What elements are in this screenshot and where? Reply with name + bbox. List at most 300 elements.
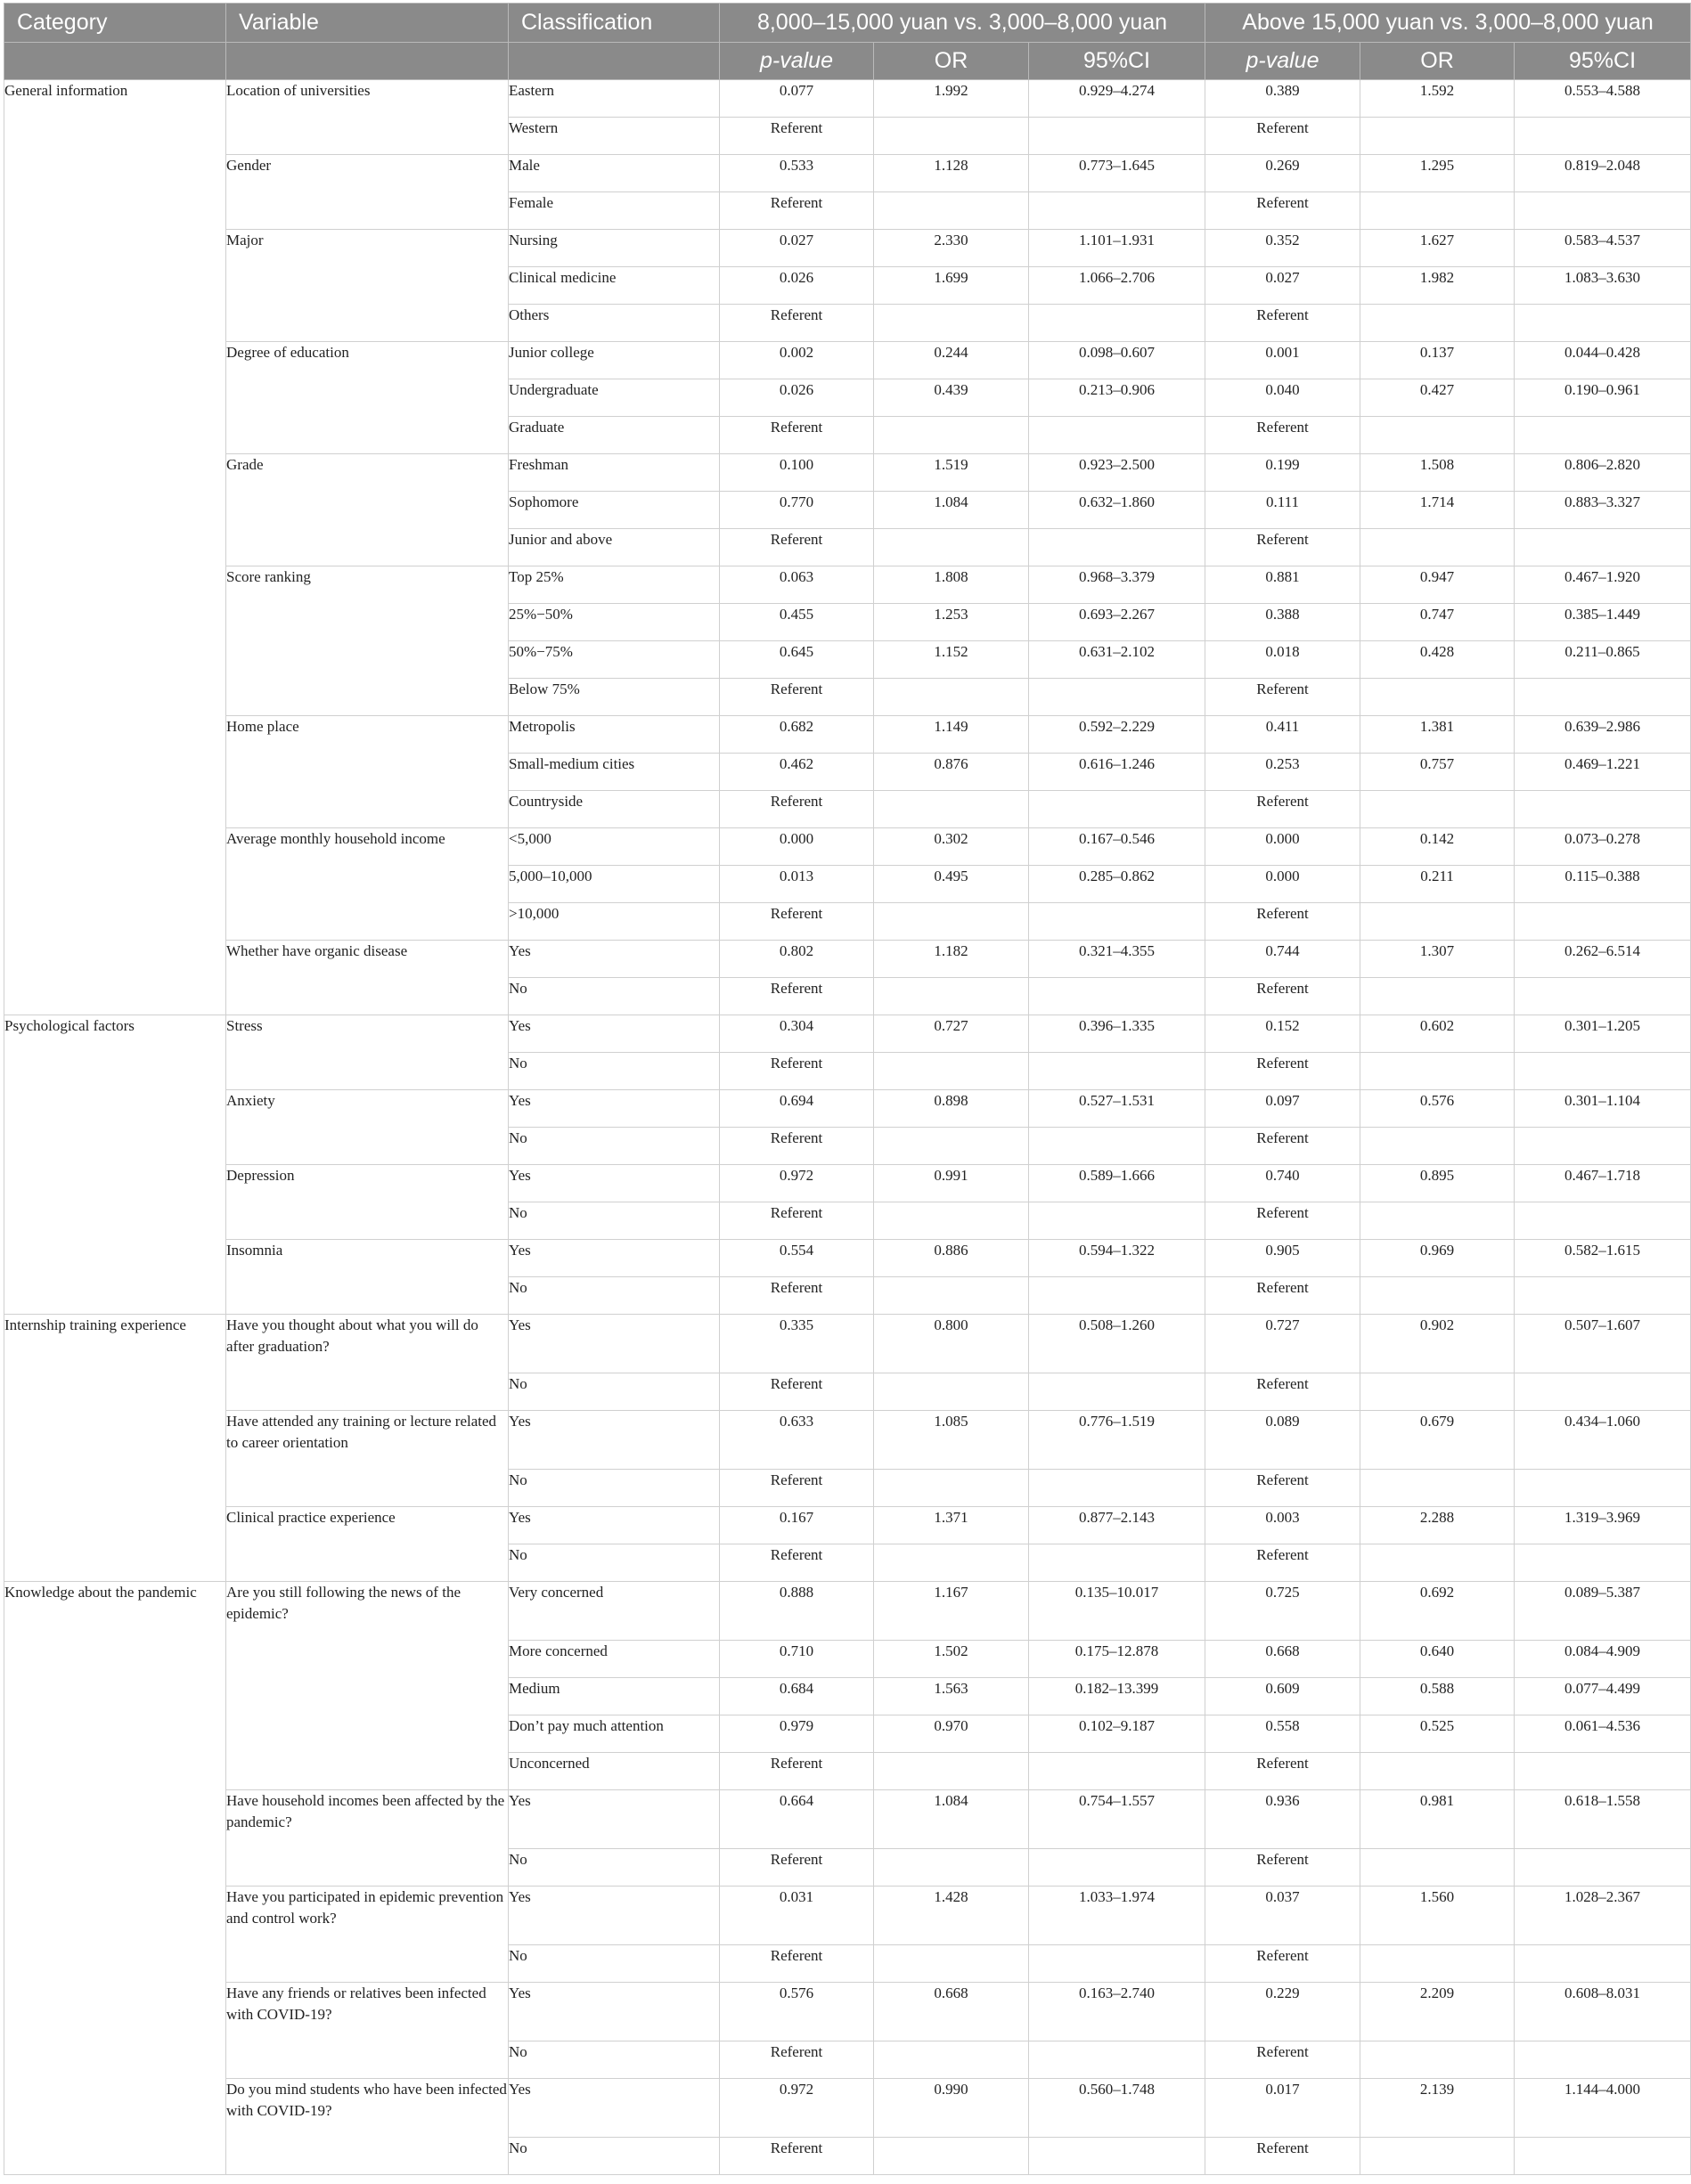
or-cell [874,1277,1029,1315]
or-cell: 1.182 [874,941,1029,978]
or-cell: 1.295 [1360,155,1515,192]
or-cell: 1.519 [874,454,1029,492]
p-value-cell: 0.554 [720,1240,874,1277]
p-value-cell: Referent [1205,978,1360,1015]
or-cell: 1.084 [874,492,1029,529]
p-value-cell: 0.694 [720,1090,874,1128]
ci-cell [1029,1945,1205,1983]
classification-cell: Below 75% [509,679,720,716]
ci-cell [1515,679,1691,716]
ci-cell [1515,529,1691,566]
p-value-cell: 0.037 [1205,1887,1360,1945]
p-value-cell: Referent [720,305,874,342]
ci-cell: 1.101–1.931 [1029,230,1205,267]
classification-cell: No [509,978,720,1015]
ci-cell [1515,305,1691,342]
p-value-cell: Referent [720,1945,874,1983]
classification-cell: Yes [509,1315,720,1373]
p-value-cell: Referent [720,118,874,155]
ci-cell: 0.102–9.187 [1029,1715,1205,1753]
table-row [4,2079,1691,2138]
or-cell: 2.139 [1360,2079,1515,2138]
or-cell [874,978,1029,1015]
p-value-cell: Referent [1205,2138,1360,2175]
classification-cell: Undergraduate [509,379,720,417]
ci-cell: 0.806–2.820 [1515,454,1691,492]
header-classification: Classification [509,4,720,43]
variable-cell: Have household incomes been affected by the pandemic? [226,1790,509,1887]
ci-cell [1515,1945,1691,1983]
ci-cell: 0.321–4.355 [1029,941,1205,978]
ci-cell: 0.693–2.267 [1029,604,1205,641]
p-value-cell: 0.013 [720,866,874,903]
or-cell: 0.757 [1360,754,1515,791]
p-value-cell: 0.167 [720,1507,874,1544]
p-value-cell: 0.725 [1205,1582,1360,1641]
or-cell: 1.167 [874,1582,1029,1641]
ci-cell: 0.301–1.205 [1515,1015,1691,1053]
p-value-cell: Referent [720,192,874,230]
p-value-cell: Referent [1205,2041,1360,2079]
or-cell: 2.209 [1360,1983,1515,2041]
p-value-cell: Referent [720,1373,874,1411]
ci-cell: 0.467–1.920 [1515,566,1691,604]
ci-cell: 0.527–1.531 [1029,1090,1205,1128]
ci-cell [1029,2041,1205,2079]
p-value-cell: Referent [1205,1373,1360,1411]
p-value-cell: 0.888 [720,1582,874,1641]
or-cell [874,903,1029,941]
ci-cell [1515,978,1691,1015]
or-cell: 1.627 [1360,230,1515,267]
ci-cell: 0.285–0.862 [1029,866,1205,903]
or-cell [1360,305,1515,342]
p-value-cell: 0.727 [1205,1315,1360,1373]
p-value-cell: Referent [720,417,874,454]
ci-cell [1515,2138,1691,2175]
ci-cell: 0.589–1.666 [1029,1165,1205,1202]
p-value-cell: 0.089 [1205,1411,1360,1470]
p-value-cell: Referent [720,679,874,716]
p-value-cell: 0.645 [720,641,874,679]
ci-cell: 0.923–2.500 [1029,454,1205,492]
classification-cell: Countryside [509,791,720,828]
or-cell: 1.982 [1360,267,1515,305]
or-cell: 0.800 [874,1315,1029,1373]
classification-cell: Yes [509,941,720,978]
classification-cell: <5,000 [509,828,720,866]
p-value-cell: Referent [1205,118,1360,155]
ci-cell: 0.968–3.379 [1029,566,1205,604]
ci-cell [1029,118,1205,155]
ci-cell: 0.467–1.718 [1515,1165,1691,1202]
or-cell [1360,192,1515,230]
ci-cell [1029,1849,1205,1887]
variable-cell: Insomnia [226,1240,509,1315]
ci-cell [1515,417,1691,454]
ci-cell [1515,1202,1691,1240]
ci-cell: 0.883–3.327 [1515,492,1691,529]
p-value-cell: 0.633 [720,1411,874,1470]
category-cell: General information [4,80,226,1015]
ci-cell: 0.262–6.514 [1515,941,1691,978]
classification-cell: Junior college [509,342,720,379]
p-value-cell: 0.097 [1205,1090,1360,1128]
table-row [4,566,1691,604]
p-value-cell: Referent [1205,1053,1360,1090]
classification-cell: Male [509,155,720,192]
table-row [4,454,1691,492]
classification-cell: Yes [509,1507,720,1544]
or-cell: 0.211 [1360,866,1515,903]
variable-cell: Major [226,230,509,342]
ci-cell: 0.508–1.260 [1029,1315,1205,1373]
table-row [4,1411,1691,1470]
p-value-cell: 0.770 [720,492,874,529]
ci-cell [1515,192,1691,230]
classification-cell: Yes [509,1887,720,1945]
table-row [4,1582,1691,1641]
ci-cell: 0.061–4.536 [1515,1715,1691,1753]
or-cell [874,2041,1029,2079]
ci-cell: 0.301–1.104 [1515,1090,1691,1128]
classification-cell: Unconcerned [509,1753,720,1790]
variable-cell: Have you thought about what you will do after graduation? [226,1315,509,1411]
p-value-cell: Referent [1205,1544,1360,1582]
or-cell [1360,1945,1515,1983]
p-value-cell: 0.253 [1205,754,1360,791]
or-cell [874,1470,1029,1507]
classification-cell: >10,000 [509,903,720,941]
ci-cell: 0.434–1.060 [1515,1411,1691,1470]
or-cell: 0.727 [874,1015,1029,1053]
ci-cell [1029,1277,1205,1315]
or-cell [874,791,1029,828]
p-value-cell: 0.684 [720,1678,874,1715]
variable-cell: Score ranking [226,566,509,716]
header-group-1: 8,000–15,000 yuan vs. 3,000–8,000 yuan [720,4,1205,43]
variable-cell: Depression [226,1165,509,1240]
ci-cell: 0.469–1.221 [1515,754,1691,791]
classification-cell: No [509,1470,720,1507]
p-value-cell: 0.455 [720,604,874,641]
classification-cell: Yes [509,1411,720,1470]
ci-cell [1029,1373,1205,1411]
p-value-cell: Referent [1205,192,1360,230]
or-cell [874,1373,1029,1411]
header-ci: 95%CI [1515,43,1691,80]
or-cell [1360,417,1515,454]
or-cell [874,1945,1029,1983]
p-value-cell: Referent [1205,529,1360,566]
ci-cell [1029,1470,1205,1507]
classification-cell: Eastern [509,80,720,118]
p-value-cell: Referent [1205,1202,1360,1240]
ci-cell: 0.616–1.246 [1029,754,1205,791]
or-cell [874,417,1029,454]
ci-cell: 0.089–5.387 [1515,1582,1691,1641]
or-cell: 1.560 [1360,1887,1515,1945]
or-cell: 1.152 [874,641,1029,679]
ci-cell: 0.592–2.229 [1029,716,1205,754]
classification-cell: 25%−50% [509,604,720,641]
ci-cell: 0.507–1.607 [1515,1315,1691,1373]
variable-cell: Clinical practice experience [226,1507,509,1582]
or-cell: 1.592 [1360,80,1515,118]
p-value-cell: 0.027 [720,230,874,267]
p-value-cell: 0.744 [1205,941,1360,978]
or-cell [874,1849,1029,1887]
or-cell: 0.244 [874,342,1029,379]
ci-cell: 1.028–2.367 [1515,1887,1691,1945]
ci-cell [1029,978,1205,1015]
or-cell: 0.747 [1360,604,1515,641]
ci-cell [1029,2138,1205,2175]
ci-cell: 1.144–4.000 [1515,2079,1691,2138]
ci-cell: 0.582–1.615 [1515,1240,1691,1277]
classification-cell: Yes [509,1240,720,1277]
ci-cell [1515,1470,1691,1507]
p-value-cell: 0.018 [1205,641,1360,679]
classification-cell: Junior and above [509,529,720,566]
or-cell: 1.699 [874,267,1029,305]
or-cell: 0.525 [1360,1715,1515,1753]
p-value-cell: 0.111 [1205,492,1360,529]
ci-cell: 0.773–1.645 [1029,155,1205,192]
p-value-cell: 0.269 [1205,155,1360,192]
or-cell: 0.692 [1360,1582,1515,1641]
p-value-cell: 0.936 [1205,1790,1360,1849]
ci-cell: 0.167–0.546 [1029,828,1205,866]
p-value-cell: 0.682 [720,716,874,754]
classification-cell: Clinical medicine [509,267,720,305]
p-value-cell: Referent [1205,679,1360,716]
ci-cell [1029,791,1205,828]
or-cell: 0.302 [874,828,1029,866]
classification-cell: 50%−75% [509,641,720,679]
or-cell: 1.992 [874,80,1029,118]
variable-cell: Have attended any training or lecture related to career orientation [226,1411,509,1507]
or-cell [1360,1544,1515,1582]
or-cell: 0.602 [1360,1015,1515,1053]
or-cell [1360,1753,1515,1790]
variable-cell: Home place [226,716,509,828]
classification-cell: No [509,1277,720,1315]
ci-cell: 1.083–3.630 [1515,267,1691,305]
p-value-cell: Referent [720,903,874,941]
table-header [4,4,1691,80]
ci-cell [1515,791,1691,828]
ci-cell: 0.175–12.878 [1029,1641,1205,1678]
p-value-cell: 0.389 [1205,80,1360,118]
classification-cell: Yes [509,1165,720,1202]
p-value-cell: 0.972 [720,1165,874,1202]
ci-cell [1029,529,1205,566]
p-value-cell: Referent [720,791,874,828]
or-cell: 1.253 [874,604,1029,641]
or-cell: 0.142 [1360,828,1515,866]
classification-cell: Yes [509,1090,720,1128]
or-cell: 2.330 [874,230,1029,267]
p-value-cell: 0.881 [1205,566,1360,604]
or-cell: 0.969 [1360,1240,1515,1277]
ci-cell: 0.583–4.537 [1515,230,1691,267]
p-value-cell: 0.063 [720,566,874,604]
p-value-cell: Referent [1205,305,1360,342]
variable-cell: Whether have organic disease [226,941,509,1015]
or-cell [1360,2138,1515,2175]
header-ci: 95%CI [1029,43,1205,80]
p-value-cell: 0.077 [720,80,874,118]
header-category: Category [4,4,226,43]
or-cell: 0.970 [874,1715,1029,1753]
or-cell: 1.371 [874,1507,1029,1544]
or-cell: 2.288 [1360,1507,1515,1544]
ci-cell: 0.632–1.860 [1029,492,1205,529]
ci-cell [1515,1277,1691,1315]
or-cell [874,529,1029,566]
p-value-cell: 0.576 [720,1983,874,2041]
table-row [4,1015,1691,1053]
classification-cell: No [509,2138,720,2175]
ci-cell: 0.396–1.335 [1029,1015,1205,1053]
ci-cell [1029,1544,1205,1582]
p-value-cell: Referent [1205,1470,1360,1507]
ci-cell: 0.084–4.909 [1515,1641,1691,1678]
ci-cell [1515,2041,1691,2079]
ci-cell: 0.115–0.388 [1515,866,1691,903]
or-cell [874,1753,1029,1790]
ci-cell [1029,1202,1205,1240]
ci-cell: 0.044–0.428 [1515,342,1691,379]
classification-cell: Small-medium cities [509,754,720,791]
or-cell [874,2138,1029,2175]
p-value-cell: 0.411 [1205,716,1360,754]
p-value-cell: Referent [720,529,874,566]
p-value-cell: 0.304 [720,1015,874,1053]
p-value-cell: Referent [720,2138,874,2175]
p-value-cell: 0.802 [720,941,874,978]
classification-cell: Nursing [509,230,720,267]
ci-cell: 0.754–1.557 [1029,1790,1205,1849]
or-cell: 0.991 [874,1165,1029,1202]
or-cell: 0.898 [874,1090,1029,1128]
p-value-cell: Referent [720,1277,874,1315]
or-cell: 1.128 [874,155,1029,192]
ci-cell: 0.073–0.278 [1515,828,1691,866]
classification-cell: No [509,1544,720,1582]
p-value-cell: 0.026 [720,379,874,417]
or-cell: 0.668 [874,1983,1029,2041]
classification-cell: No [509,1053,720,1090]
table-row [4,1887,1691,1945]
classification-cell: Top 25% [509,566,720,604]
p-value-cell: 0.000 [1205,866,1360,903]
variable-cell: Grade [226,454,509,566]
classification-cell: Sophomore [509,492,720,529]
or-cell: 0.495 [874,866,1029,903]
p-value-cell: 0.100 [720,454,874,492]
classification-cell: Female [509,192,720,230]
classification-cell: Yes [509,2079,720,2138]
p-value-cell: Referent [720,1470,874,1507]
classification-cell: 5,000–10,000 [509,866,720,903]
p-value-cell: Referent [720,978,874,1015]
classification-cell: Very concerned [509,1582,720,1641]
p-value-cell: 0.003 [1205,1507,1360,1544]
or-cell: 1.085 [874,1411,1029,1470]
classification-cell: Medium [509,1678,720,1715]
header-or: OR [1360,43,1515,80]
p-value-cell: 0.533 [720,155,874,192]
ci-cell: 0.618–1.558 [1515,1790,1691,1849]
p-value-cell: Referent [1205,417,1360,454]
classification-cell: No [509,2041,720,2079]
ci-cell: 0.098–0.607 [1029,342,1205,379]
ci-cell: 0.077–4.499 [1515,1678,1691,1715]
ci-cell: 1.319–3.969 [1515,1507,1691,1544]
p-value-cell: 0.199 [1205,454,1360,492]
p-value-cell: Referent [720,1128,874,1165]
variable-cell: Have any friends or relatives been infected with COVID-19? [226,1983,509,2079]
p-value-cell: 0.152 [1205,1015,1360,1053]
classification-cell: No [509,1945,720,1983]
or-cell [1360,1470,1515,1507]
p-value-cell: 0.664 [720,1790,874,1849]
table-row [4,716,1691,754]
variable-cell: Average monthly household income [226,828,509,941]
p-value-cell: 0.017 [1205,2079,1360,2138]
or-cell [874,305,1029,342]
ci-cell [1029,1053,1205,1090]
table-row [4,1790,1691,1849]
or-cell: 0.576 [1360,1090,1515,1128]
table-row [4,342,1691,379]
ci-cell: 0.608–8.031 [1515,1983,1691,2041]
or-cell: 0.428 [1360,641,1515,679]
or-cell: 1.149 [874,716,1029,754]
variable-cell: Have you participated in epidemic prevention and control work? [226,1887,509,1983]
p-value-cell: 0.026 [720,267,874,305]
or-cell [1360,118,1515,155]
variable-cell: Gender [226,155,509,230]
ci-cell: 0.385–1.449 [1515,604,1691,641]
classification-cell: No [509,1128,720,1165]
variable-cell: Anxiety [226,1090,509,1165]
p-value-cell: Referent [720,2041,874,2079]
classification-cell: Metropolis [509,716,720,754]
ci-cell: 1.066–2.706 [1029,267,1205,305]
p-value-cell: 0.027 [1205,267,1360,305]
ci-cell [1515,118,1691,155]
table-row [4,828,1691,866]
classification-cell: More concerned [509,1641,720,1678]
ci-cell [1029,903,1205,941]
ci-cell: 0.594–1.322 [1029,1240,1205,1277]
classification-cell: Graduate [509,417,720,454]
p-value-cell: 0.031 [720,1887,874,1945]
or-cell [1360,1053,1515,1090]
ci-cell [1515,1753,1691,1790]
header-blank [4,43,226,80]
ci-cell: 0.553–4.588 [1515,80,1691,118]
or-cell: 0.947 [1360,566,1515,604]
or-cell [874,118,1029,155]
p-value-cell: Referent [720,1849,874,1887]
p-value-cell: Referent [1205,1945,1360,1983]
ci-cell: 0.639–2.986 [1515,716,1691,754]
p-value-cell: 0.710 [720,1641,874,1678]
